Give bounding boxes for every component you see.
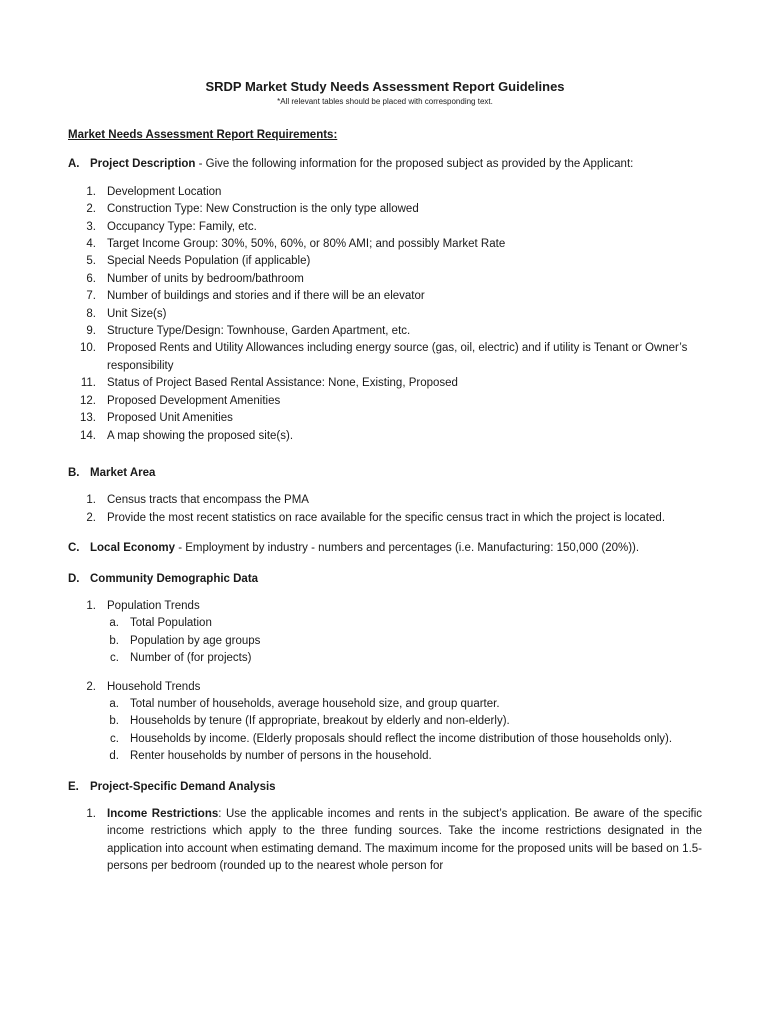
list-item-text: Census tracts that encompass the PMA [107,494,309,507]
section-d-list-2 [68,679,702,766]
list-item-number: 11. [80,377,96,390]
section-e-list [68,806,702,876]
section-d-list-1 [68,598,702,668]
list-item [68,236,702,253]
section-c-letter: C. [68,542,80,555]
list-item-text: Total Population [130,617,212,630]
list-item-number: 2. [86,203,96,216]
list-item-text: Number of (for projects) [130,652,252,665]
list-item [68,510,702,527]
list-item-number: 1. [86,494,96,507]
list-item [68,410,702,427]
sub-list [107,696,702,766]
list-item-number: 7. [86,290,96,303]
list-item-text: Households by tenure (If appropriate, breakout by elderly and non-elderly). [130,715,510,728]
list-item-number: 4. [86,238,96,251]
list-item-number: c. [110,652,119,665]
list-item-text: Renter households by number of persons in the household. [130,750,432,763]
list-item-text: Population by age groups [130,634,261,647]
list-item-number: a. [109,697,119,710]
list-item-number: a. [109,617,119,630]
section-b-letter: B. [68,466,80,479]
section-c [68,540,702,557]
list-item [107,650,702,667]
section-e [68,779,702,796]
list-item [68,253,702,270]
list-item-text: Proposed Development Amenities [107,394,281,407]
list-item-text: Special Needs Population (if applicable) [107,255,311,268]
section-a-intro: - Give the following information for the proposed subject as provided by the Applicant: [195,158,634,171]
section-e-heading: Project-Specific Demand Analysis [90,780,276,793]
list-item-text: A map showing the proposed site(s). [107,429,294,442]
list-item-number: 10. [80,342,96,355]
list-item [68,492,702,509]
list-item-text: Target Income Group: 30%, 50%, 60%, or 80% AMI; and possibly Market Rate [107,238,506,251]
section-b [68,465,702,482]
list-item [68,288,702,305]
list-item [68,393,702,410]
list-item-number: 12. [80,394,96,407]
list-item-text: Occupancy Type: Family, etc. [107,220,257,233]
list-item [68,271,702,288]
section-c-heading: Local Economy [90,542,175,555]
section-a-heading: Project Description [90,158,196,171]
list-item-text: Proposed Rents and Utility Allowances including energy source (gas, oil, electric) and if utility is Tenant or Owner’s responsibility [107,342,688,372]
list-item [68,306,702,323]
list-item [68,184,702,201]
list-item-number: 6. [86,272,96,285]
list-item-number: 8. [86,307,96,320]
list-item [68,201,702,218]
list-item-text: Households by income. (Elderly proposals should reflect the income distribution of those households only). [130,732,673,745]
list-item-number: d. [109,750,119,763]
page-subtitle: *All relevant tables should be placed with corresponding text. [277,97,493,106]
list-item-number: 9. [86,325,96,338]
list-item [68,375,702,392]
list-item-number: b. [109,634,119,647]
list-item-text: Number of buildings and stories and if there will be an elevator [107,290,425,303]
section-d-heading: Community Demographic Data [90,572,259,585]
list-item-text: Development Location [107,185,222,198]
list-item-number: 3. [86,220,96,233]
list-item-number: c. [110,732,119,745]
list-item [107,748,702,765]
list-item-number: 14. [80,429,96,442]
list-item-text: Provide the most recent statistics on race available for the specific census tract in which the project is located. [107,511,666,524]
list-item-number: b. [109,715,119,728]
section-d-letter: D. [68,572,80,585]
list-item: 1. Income Restrictions: Use the applicable incomes and rents in the subject’s application. Be aware of the specific income restrictions which apply to the three funding sources. Take the income restrictions designated in the application into account when estimating demand. The maximum income for the proposed units will be based on 1.5-persons per bedroom (rounded up to the nearest whole person for [86,808,702,873]
section-e-letter: E. [68,780,79,793]
section-b-heading: Market Area [90,466,156,479]
list-item-text: Number of units by bedroom/bathroom [107,272,304,285]
section-a [68,156,702,173]
list-item [107,713,702,730]
list-item [68,219,702,236]
list-item-number: 13. [80,412,96,425]
list-item-text: Total number of households, average household size, and group quarter. [130,697,500,710]
list-item-number: 2. [86,511,96,524]
list-item-text: Structure Type/Design: Townhouse, Garden Apartment, etc. [107,325,411,338]
list-item [107,615,702,632]
document-body [68,127,702,876]
list-item [68,428,702,445]
list-item-text: Status of Project Based Rental Assistance: None, Existing, Proposed [107,377,458,390]
section-d [68,571,702,588]
list-item-number: 5. [86,255,96,268]
list-item: 1. Population Trends a. Total Population b. Population by age groups c. Number of (for projects) [68,598,702,668]
section-a-list [68,184,702,445]
list-item [107,731,702,748]
list-item-number: 1. [86,185,96,198]
list-item [68,340,702,375]
list-item [107,696,702,713]
sub-list [107,615,702,667]
page-title: SRDP Market Study Needs Assessment Report Guidelines [205,79,565,94]
list-item-text: Unit Size(s) [107,307,167,320]
list-item [107,633,702,650]
list-item: 2. Household Trends a. Total number of households, average household size, and group quarter. b. Households by tenure (If appropriate, breakout by elderly and non-elderly). c. Households by income. (Elderly proposals should reflect the income distribution of those households only). d. Renter households by number of persons in the household. [68,679,702,766]
section-b-list [68,492,702,527]
section-a-letter: A. [68,158,80,171]
list-item [68,323,702,340]
section-c-intro: - Employment by industry - numbers and percentages (i.e. Manufacturing: 150,000 (20%)). [175,542,640,555]
requirements-heading: Market Needs Assessment Report Requirements: [68,129,338,141]
list-item-text: Construction Type: New Construction is the only type allowed [107,203,419,216]
list-item-text: Proposed Unit Amenities [107,412,233,425]
